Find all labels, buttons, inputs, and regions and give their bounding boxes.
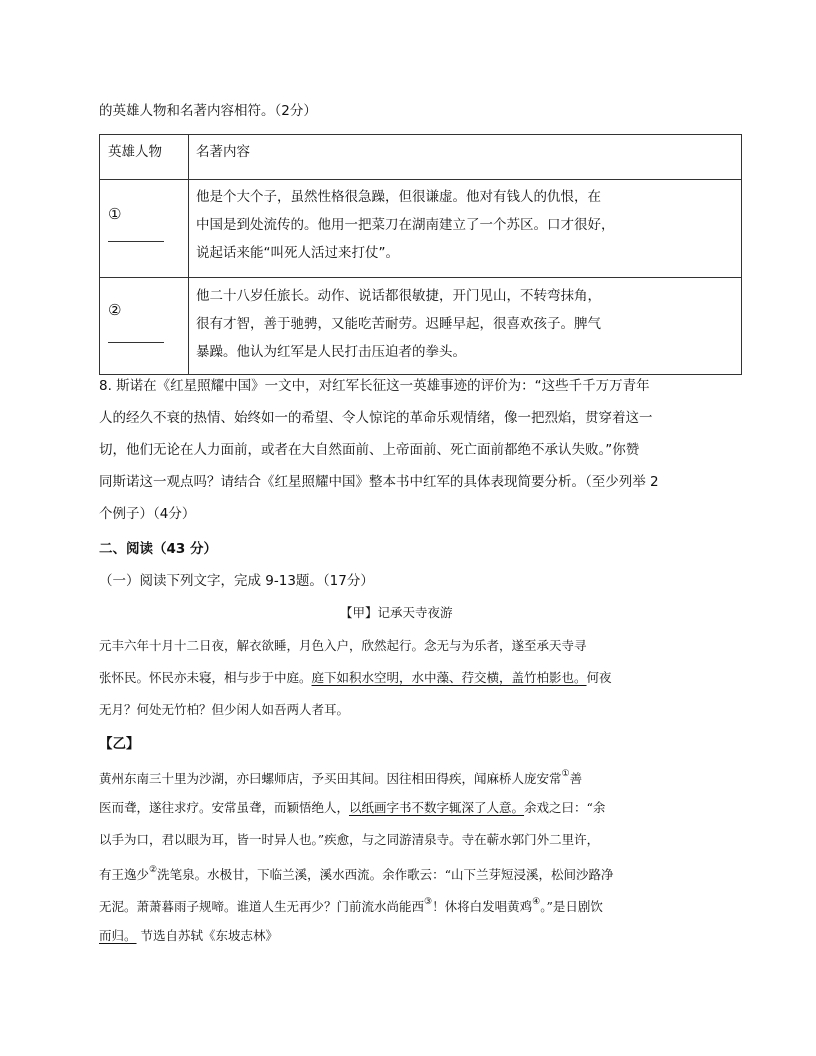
q8-line: 个例子）（4分） bbox=[99, 506, 196, 522]
row2-answer-blank[interactable] bbox=[108, 342, 164, 343]
row1-content-line: 他是个大个子，虽然性格很急躁，但很谦虚。他对有钱人的仇恨，在 bbox=[196, 189, 601, 205]
row1-marker: ① bbox=[108, 205, 122, 223]
passage-b-text: 无泥。萧萧暮雨子规啼。谁道人生无再少？门前流水尚能西 bbox=[99, 899, 425, 915]
passage-b-text: 医而聋，遂往求疗。安常虽聋，而颖悟绝人， bbox=[99, 800, 350, 815]
q8-line: 8. 斯诺在《红星照耀中国》一文中，对红军长征这一英雄事迹的评价为：“这些千千万万青年 bbox=[99, 378, 650, 394]
row2-content-line: 暴躁。他认为红军是人民打击压迫者的拳头。 bbox=[196, 344, 466, 360]
passage-b-text: 。”是日剧饮 bbox=[540, 899, 603, 915]
row1-content-line: 说起话来能“叫死人活过来打仗”。 bbox=[196, 245, 399, 261]
passage-b-line bbox=[99, 895, 603, 916]
table-row-divider bbox=[100, 179, 741, 180]
q8-line: 同斯诺这一观点吗？请结合《红星照耀中国》整本书中红军的具体表现简要分析。（至少列举 2 bbox=[99, 474, 659, 490]
passage-b-text: 余戏之曰：“余 bbox=[524, 800, 606, 815]
passage-b-line bbox=[99, 927, 278, 945]
passage-b-line bbox=[99, 767, 582, 788]
passage-a-title: 【甲】记承天寺夜游 bbox=[340, 605, 453, 620]
passage-a-text: 何夜 bbox=[586, 670, 612, 685]
row2-content-line: 他二十八岁任旅长。动作、说话都很敏捷，开门见山，不转弯抹角， bbox=[196, 288, 601, 304]
passage-a-text: 张怀民。怀民亦未寝，相与步于中庭。 bbox=[99, 670, 312, 685]
subsection-instruction: （一）阅读下列文字，完成 9-13题。（17分） bbox=[99, 573, 374, 589]
q8-line: 切，他们无论在人力面前，或者在大自然面前、上帝面前、死亡面前都绝不承认失败。”你赞 bbox=[99, 442, 640, 458]
table-header-content: 名著内容 bbox=[196, 144, 250, 160]
row2-content-line: 很有才智，善于驰骋，又能吃苦耐劳。迟睡早起，很喜欢孩子。脾气 bbox=[196, 316, 601, 332]
passage-b-text: 黄州东南三十里为沙湖，亦曰螺师店，予买田其间。因往相田得疾，闻麻桥人庞安常 bbox=[99, 771, 562, 787]
row1-content-line: 中国是到处流传的。他用一把菜刀在湖南建立了一个苏区。口才很好， bbox=[196, 217, 615, 233]
hero-matching-table bbox=[99, 134, 742, 375]
q8-line: 人的经久不衰的热情、始终如一的希望、令人惊诧的革命乐观情绪，像一把烈焰，贯穿着这一 bbox=[99, 410, 653, 426]
question-intro-line: 的英雄人物和名著内容相符。（2分） bbox=[99, 103, 317, 119]
passage-a-line bbox=[99, 669, 612, 687]
row2-marker: ② bbox=[108, 301, 122, 319]
table-column-divider bbox=[188, 135, 189, 374]
passage-b-underlined-ending: 而归。 bbox=[99, 928, 137, 943]
passage-b-line: 以手为口，君以眼为耳，皆一时异人也。”疾愈，与之同游清泉寺。寺在蕲水郭门外二里许， bbox=[99, 832, 600, 847]
passage-b-underlined-sentence: 以纸画字书不数字辄深了人意。 bbox=[349, 800, 525, 815]
table-header-hero: 英雄人物 bbox=[108, 144, 162, 160]
passage-b-text: 有王逸少 bbox=[99, 867, 150, 883]
footnote-marker-4: ④ bbox=[532, 897, 541, 907]
footnote-marker-2: ② bbox=[149, 865, 158, 875]
passage-b-text: ！休将白发唱黄鸡 bbox=[432, 899, 533, 915]
section-title: 二、阅读（43 分） bbox=[99, 541, 217, 557]
passage-a-underlined-sentence: 庭下如积水空明，水中藻、荇交横，盖竹柏影也。 bbox=[311, 670, 587, 685]
row1-answer-blank[interactable] bbox=[108, 241, 164, 242]
passage-b-source: 节选自苏轼《东坡志林》 bbox=[140, 928, 279, 943]
passage-b-text: 洗笔泉。水极甘，下临兰溪，溪水西流。余作歌云：“山下兰芽短浸溪，松间沙路净 bbox=[157, 867, 614, 883]
passage-b-text: 善 bbox=[569, 771, 583, 787]
footnote-marker-3: ③ bbox=[424, 897, 433, 907]
passage-b-line bbox=[99, 863, 614, 884]
passage-b-label: 【乙】 bbox=[99, 736, 140, 752]
passage-b-line bbox=[99, 799, 605, 817]
table-row-divider bbox=[100, 277, 741, 278]
footnote-marker-1: ① bbox=[561, 769, 570, 779]
passage-a-line: 无月？何处无竹柏？但少闲人如吾两人者耳。 bbox=[99, 702, 350, 717]
passage-a-line: 元丰六年十月十二日夜，解衣欲睡，月色入户，欣然起行。念无与为乐者，遂至承天寺寻 bbox=[99, 638, 587, 653]
